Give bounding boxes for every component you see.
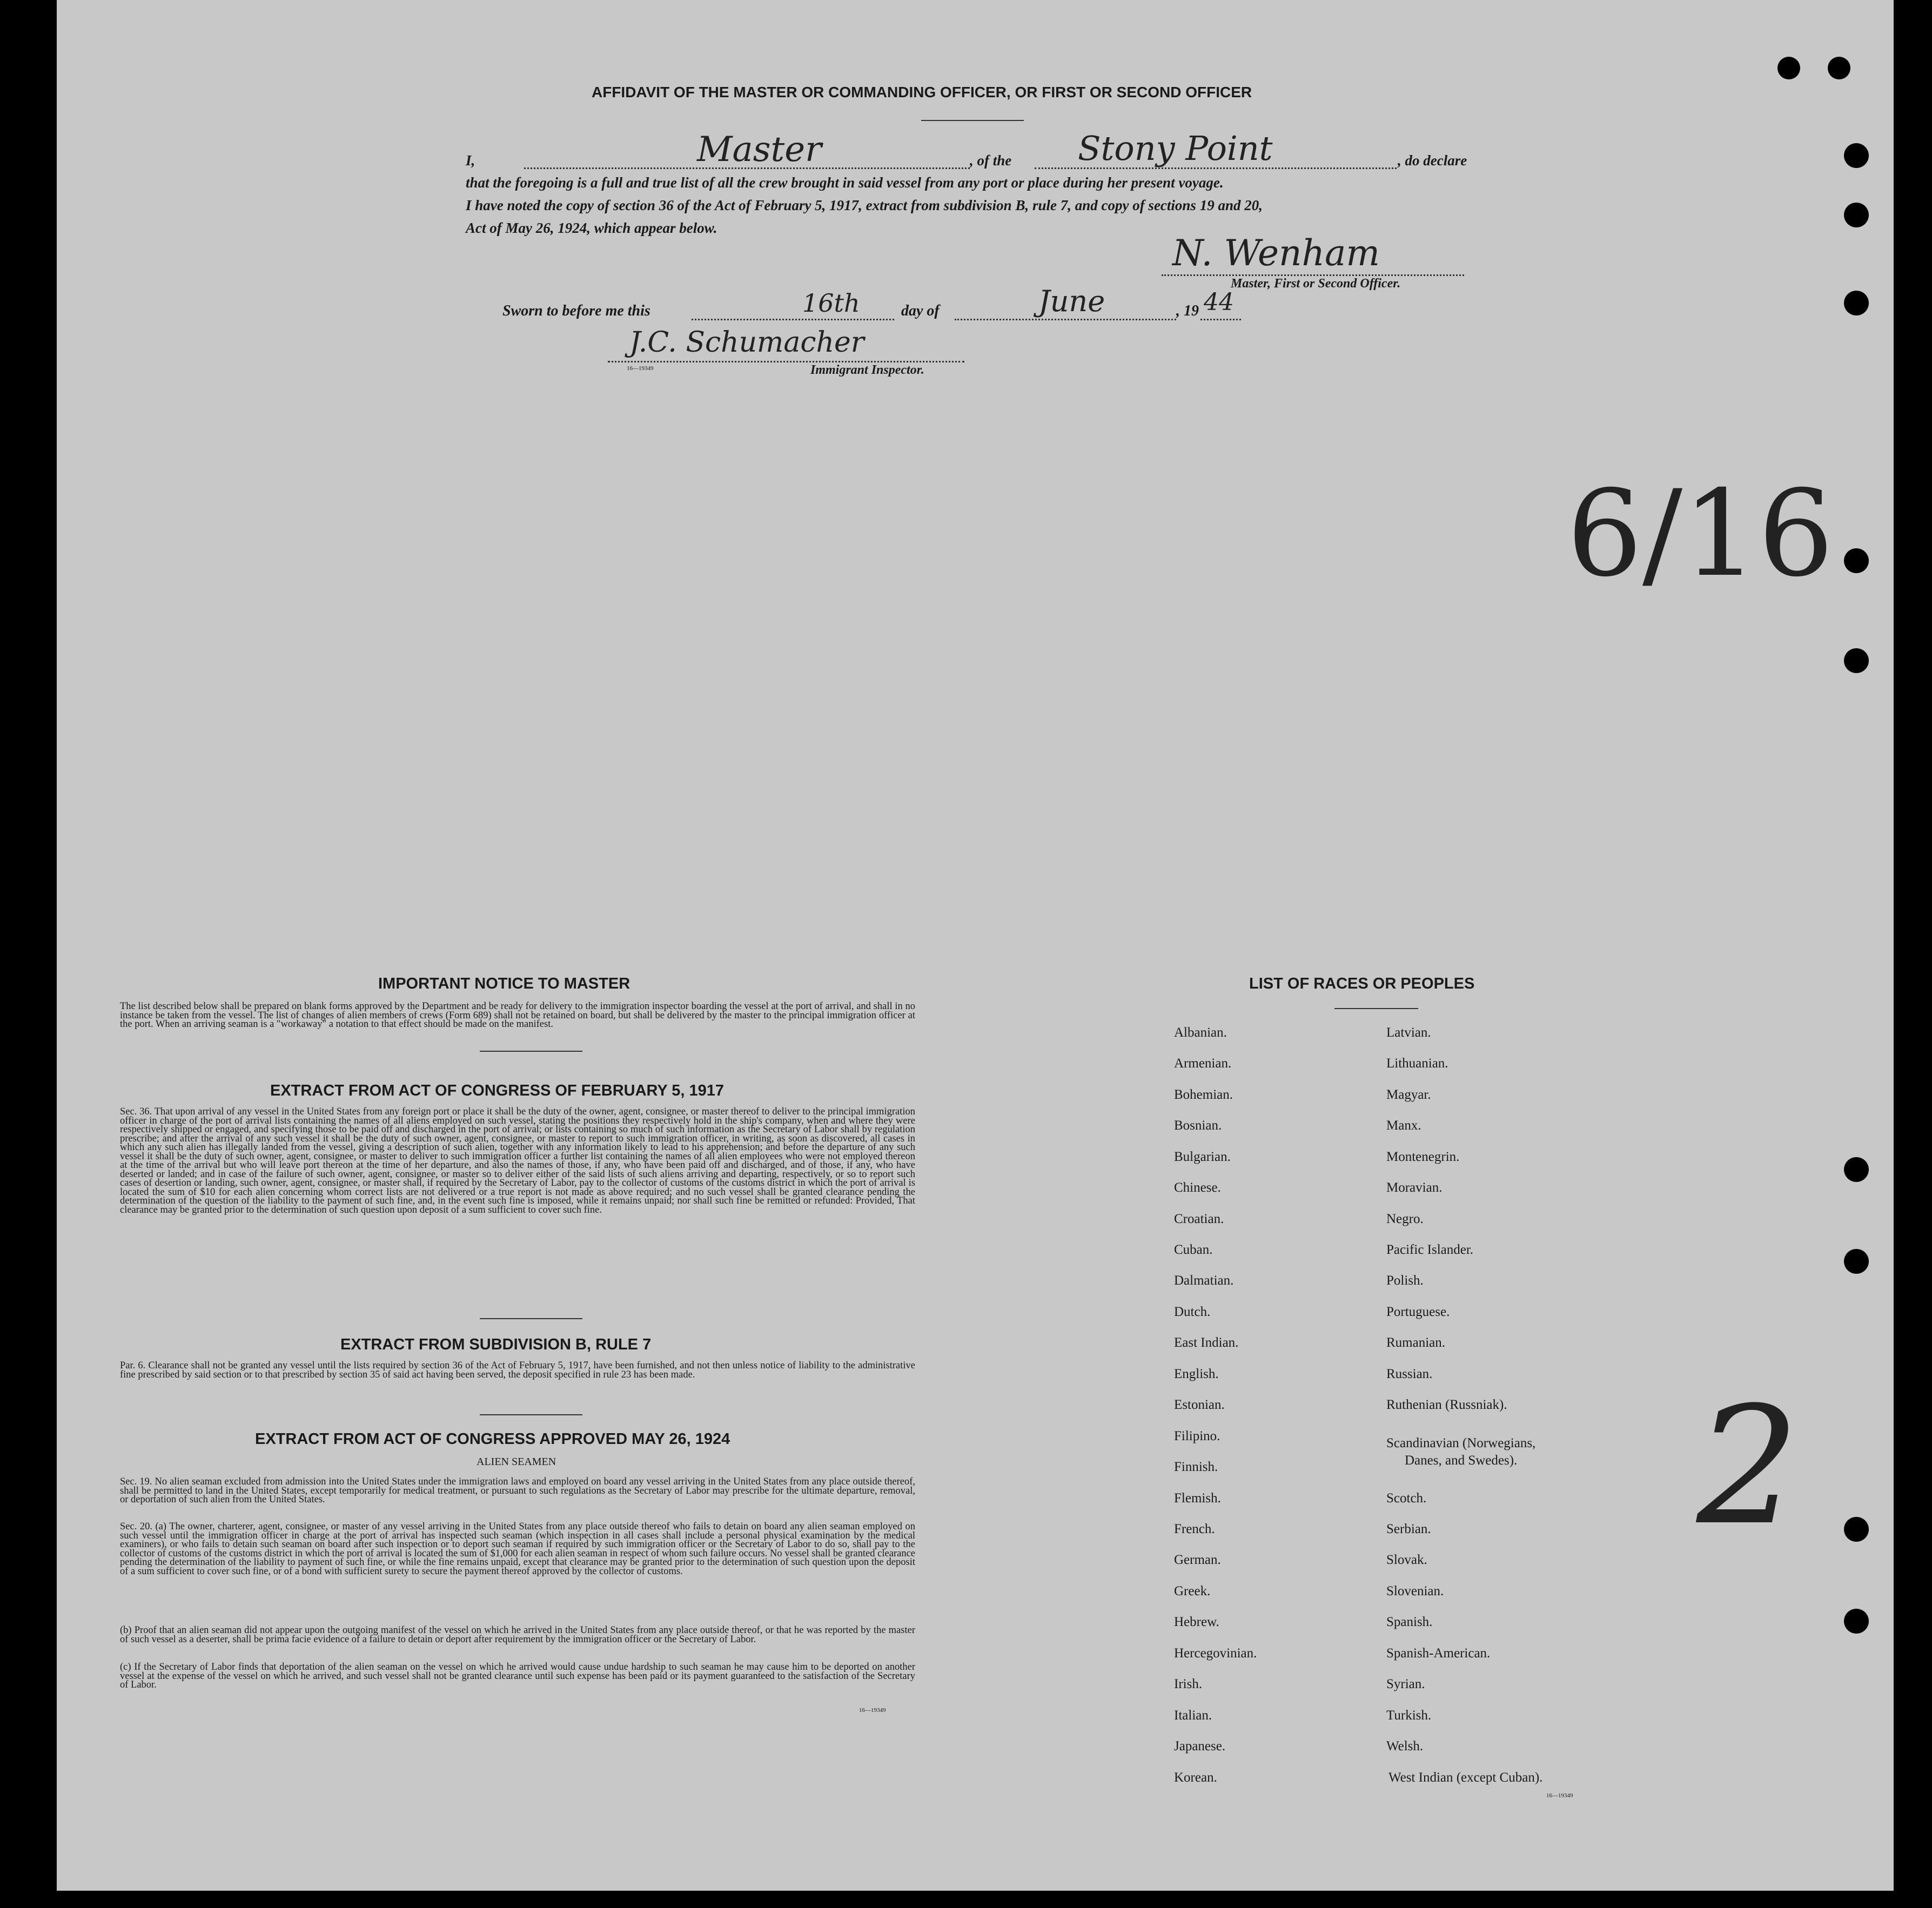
race-item: Flemish.: [1174, 1491, 1221, 1506]
races-title: LIST OF RACES OR PEOPLES: [1249, 975, 1475, 992]
race-item: Bohemian.: [1174, 1087, 1233, 1102]
race-item: German.: [1174, 1553, 1221, 1567]
extract-1917-title: EXTRACT FROM ACT OF CONGRESS OF FEBRUARY 5, 1917: [270, 1082, 725, 1099]
affidavit-title: AFFIDAVIT OF THE MASTER OR COMMANDING OFFICER, OR FIRST OR SECOND OFFICER: [592, 84, 1252, 100]
race-item: Scandinavian (Norwegians,: [1386, 1436, 1536, 1450]
extract-1924-subtitle: ALIEN SEAMEN: [477, 1456, 556, 1468]
race-item: East Indian.: [1174, 1335, 1239, 1350]
notice-title: IMPORTANT NOTICE TO MASTER: [378, 975, 630, 992]
affidavit-line-3: I have noted the copy of section 36 of the Act of February 5, 1917, extract from subdivision B, rule 7, and copy of sections 19 and 20,: [466, 197, 1263, 213]
race-item: Russian.: [1386, 1367, 1433, 1381]
race-item: Welsh.: [1386, 1739, 1424, 1754]
race-item: Italian.: [1174, 1708, 1212, 1723]
divider: [921, 120, 1024, 121]
race-item: Finnish.: [1174, 1460, 1218, 1474]
day-value: 16th: [802, 288, 860, 318]
divider: [480, 1051, 582, 1052]
race-item: Hercegovinian.: [1174, 1646, 1257, 1661]
of-the-label: , of the: [970, 152, 1012, 169]
year-field: [1200, 288, 1241, 320]
i-label: I,: [466, 152, 475, 169]
race-item: Bosnian.: [1174, 1118, 1222, 1133]
race-item: Slovak.: [1386, 1553, 1427, 1567]
race-item: Serbian.: [1386, 1522, 1431, 1536]
race-item: West Indian (except Cuban).: [1388, 1770, 1543, 1785]
binder-hole: [1828, 57, 1850, 79]
race-item: Korean.: [1174, 1770, 1217, 1785]
day-field: [692, 288, 894, 320]
margin-note-date: 6/16: [1567, 465, 1834, 603]
binder-hole: [1844, 548, 1869, 573]
form-number: 16—19349: [627, 365, 654, 372]
vessel-value: Stony Point: [1078, 129, 1273, 168]
do-declare-label: , do declare: [1398, 152, 1467, 169]
race-item: English.: [1174, 1367, 1219, 1381]
binder-hole: [1844, 143, 1869, 168]
race-item: Albanian.: [1174, 1025, 1227, 1040]
rule7-body: Par. 6. Clearance shall not be granted any vessel until the lists required by section 36 of the Act of February 5, 1917, have been furnished, and not then unless notice of liability to the administrative fine prescribed by said section or to that prescribed by section 35 of said act having been served, the deposit specified in rule 23 has been made.: [120, 1360, 915, 1380]
sec20c-body: (c) If the Secretary of Labor finds that deportation of the alien seaman on the vessel on which he arrived would cause undue hardship to such seaman he may cause him to be deported on another vessel at the expense of the vessel on which he arrived, and such vessel shall not be granted clearance until such expense has been paid or its payment guaranteed to the satisfaction of the Secretary of Labor.: [120, 1662, 915, 1690]
inspector-signature: J.C. Schumacher: [629, 326, 864, 359]
race-item: Hebrew.: [1174, 1615, 1219, 1629]
inspector-caption: Immigrant Inspector.: [810, 363, 924, 377]
race-item: Slovenian.: [1386, 1584, 1444, 1598]
rule7-title: EXTRACT FROM SUBDIVISION B, RULE 7: [340, 1336, 652, 1353]
race-item: Japanese.: [1174, 1739, 1226, 1754]
signature-field: [1162, 232, 1464, 276]
binder-hole: [1844, 203, 1869, 227]
binder-hole: [1844, 648, 1869, 673]
race-item: Bulgarian.: [1174, 1150, 1231, 1164]
affidavit-line-4: Act of May 26, 1924, which appear below.: [466, 220, 717, 236]
year-prefix: , 19: [1176, 303, 1199, 319]
race-item: Scotch.: [1386, 1491, 1427, 1506]
race-item: Spanish-American.: [1386, 1646, 1491, 1661]
race-item: Chinese.: [1174, 1180, 1221, 1195]
affidavit-line-2: that the foregoing is a full and true list of all the crew brought in said vessel from any port or place during her present voyage.: [466, 174, 1224, 191]
race-item: Rumanian.: [1386, 1335, 1446, 1350]
binder-hole: [1844, 1517, 1869, 1542]
inspector-field: [608, 326, 964, 362]
binder-hole: [1844, 1157, 1869, 1182]
form-number: 16—19349: [1546, 1792, 1573, 1799]
extract-1917-body: Sec. 36. That upon arrival of any vessel in the United States from any foreign port or place it shall be the duty of the owner, agent, consignee, or master thereof to deliver to the principal immigration officer in charge of the port of arrival lists containing the names of all aliens employed on such vessel, stating the positions they respectively hold in the ship's company, when and where they were respectively shipped or engaged, and specifying those to be paid off and discharged in the port of arrival; or lists containing so much of such information as the Secretary of Labor shall by regulation prescribe; and after the arrival of any such vessel it shall be the duty of such owner, agent, consignee, or master to report to such immigration officer, in writing, as soon as discovered, all cases in which any such alien has illegally landed from the vessel, giving a description of such alien, together with any information likely to lead to his apprehension; and before the departure of any such vessel it shall be the duty of such owner, agent, consignee, or master to deliver to such immigration officer a further list containing the names of all alien employees who were not employed thereon at the time of the arrival but who will leave port thereon at the time of her departure, and also the names of those, if any, who have been paid off and discharged, and of those, if any, who have deserted or landed; and in case of the failure of such owner, agent, consignee, or master so to deliver either of the said lists of such aliens arriving and departing, respectively, or so to report such cases of desertion or landing, such owner, agent, consignee, or master shall, if required by the Secretary of Labor, pay to the collector of customs of the customs district in which the port of arrival is located the sum of $10 for each alien concerning whom correct lists are not delivered or a true report is not made as above required; and no such vessel shall be granted clearance pending the determination of the question of the liability to the payment of such fine, and, in the event such fine is imposed, while it remains unpaid; nor shall such fine be remitted or refunded: Provided, That clearance may be granted prior to the determination of such question upon deposit of a sum sufficient to cover such fine.: [120, 1106, 915, 1215]
divider: [480, 1318, 582, 1319]
binder-hole: [1844, 1249, 1869, 1274]
race-item: Spanish.: [1386, 1615, 1433, 1629]
form-number: 16—19349: [859, 1707, 886, 1714]
race-item: Pacific Islander.: [1386, 1242, 1474, 1257]
i-field: [524, 130, 970, 170]
race-item: Greek.: [1174, 1584, 1211, 1598]
month-field: [955, 284, 1176, 320]
race-item: Armenian.: [1174, 1056, 1232, 1071]
race-item: Moravian.: [1386, 1180, 1443, 1195]
race-item: Cuban.: [1174, 1242, 1213, 1257]
sec19-body: Sec. 19. No alien seaman excluded from admission into the United States under the immigration laws and employed on board any vessel arriving in the United States from any place outside thereof, shall be permitted to land in the United States, except temporarily for medical treatment, or pursuant to such regulations as the Secretary of Labor may prescribe for the ultimate departure, removal, or deportation of such alien from the United States.: [120, 1476, 915, 1505]
notice-body: The list described below shall be prepared on blank forms approved by the Department and be ready for delivery to the immigration inspector boarding the vessel at the port of arrival, and shall in no instance be taken from the vessel. The list of changes of alien members of crews (Form 689) shall not be retained on board, but shall be delivered by the master to the principal immigration officer at the port. When an arriving seaman is a "workaway" a notation to that effect should be made on the manifest.: [120, 1001, 915, 1030]
race-item: Dalmatian.: [1174, 1273, 1234, 1288]
margin-mark: 2: [1696, 1372, 1800, 1561]
divider: [1334, 1008, 1418, 1009]
master-signature: N. Wenham: [1172, 232, 1380, 274]
signature-caption: Master, First or Second Officer.: [1231, 277, 1401, 291]
race-item: Croatian.: [1174, 1212, 1224, 1226]
race-item: French.: [1174, 1522, 1215, 1536]
binder-hole: [1777, 57, 1800, 79]
race-item: Syrian.: [1386, 1677, 1425, 1691]
vessel-field: [1035, 129, 1397, 169]
day-of-label: day of: [901, 303, 940, 319]
race-item: Estonian.: [1174, 1398, 1225, 1412]
year-value: 44: [1204, 288, 1234, 316]
race-item: Magyar.: [1386, 1087, 1431, 1102]
race-item: Ruthenian (Russniak).: [1386, 1398, 1507, 1412]
sworn-label: Sworn to before me this: [502, 303, 650, 319]
month-value: June: [1038, 284, 1105, 318]
sec20a-body: Sec. 20. (a) The owner, charterer, agent, consignee, or master of any vessel arriving in the United States from any place outside thereof who fails to detain on board any alien seaman employed on such vessel until the immigration officer in charge at the port of arrival has inspected such seaman (which inspection in all cases shall include a personal physical examination by the medical examiners), or who fails to detain such seaman on board after such inspection or to deport such seaman if required by such immigration officer or the Secretary of Labor to do so, shall pay to the collector of customs of the customs district in which the port of arrival is located the sum of $1,000 for each alien seaman in respect of whom such failure occurs. No vessel shall be granted clearance pending the determination of the liability to payment of such fine, or while the fine remains unpaid, except that clearance may be granted prior to the determination of such question upon the deposit of a sum sufficient to cover such fine, or of a bond with sufficient surety to secure the payment thereof approved by the collector of customs.: [120, 1521, 915, 1577]
race-item: Turkish.: [1386, 1708, 1432, 1723]
divider: [480, 1414, 582, 1415]
race-item: Negro.: [1386, 1212, 1424, 1226]
race-item: Manx.: [1386, 1118, 1421, 1133]
race-item: Latvian.: [1386, 1025, 1431, 1040]
sec20b-body: (b) Proof that an alien seaman did not appear upon the outgoing manifest of the vessel on which he arrived in the United States from any place outside thereof, or that he was reported by the master of such vessel as a deserter, shall be prima facie evidence of a failure to detain or deport after requirement by the immigration officer or the Secretary of Labor.: [120, 1625, 915, 1645]
race-item: Filipino.: [1174, 1429, 1220, 1443]
binder-hole: [1844, 1609, 1869, 1634]
i-value: Master: [697, 130, 822, 170]
race-item: Irish.: [1174, 1677, 1203, 1691]
race-item: Danes, and Swedes).: [1405, 1453, 1518, 1468]
race-item: Lithuanian.: [1386, 1056, 1448, 1071]
document-page: [57, 0, 1894, 1891]
race-item: Portuguese.: [1386, 1305, 1450, 1319]
extract-1924-title: EXTRACT FROM ACT OF CONGRESS APPROVED MAY 26, 1924: [255, 1430, 730, 1448]
race-item: Polish.: [1386, 1273, 1424, 1288]
binder-hole: [1844, 291, 1869, 315]
race-item: Dutch.: [1174, 1305, 1211, 1319]
race-item: Montenegrin.: [1386, 1150, 1460, 1164]
